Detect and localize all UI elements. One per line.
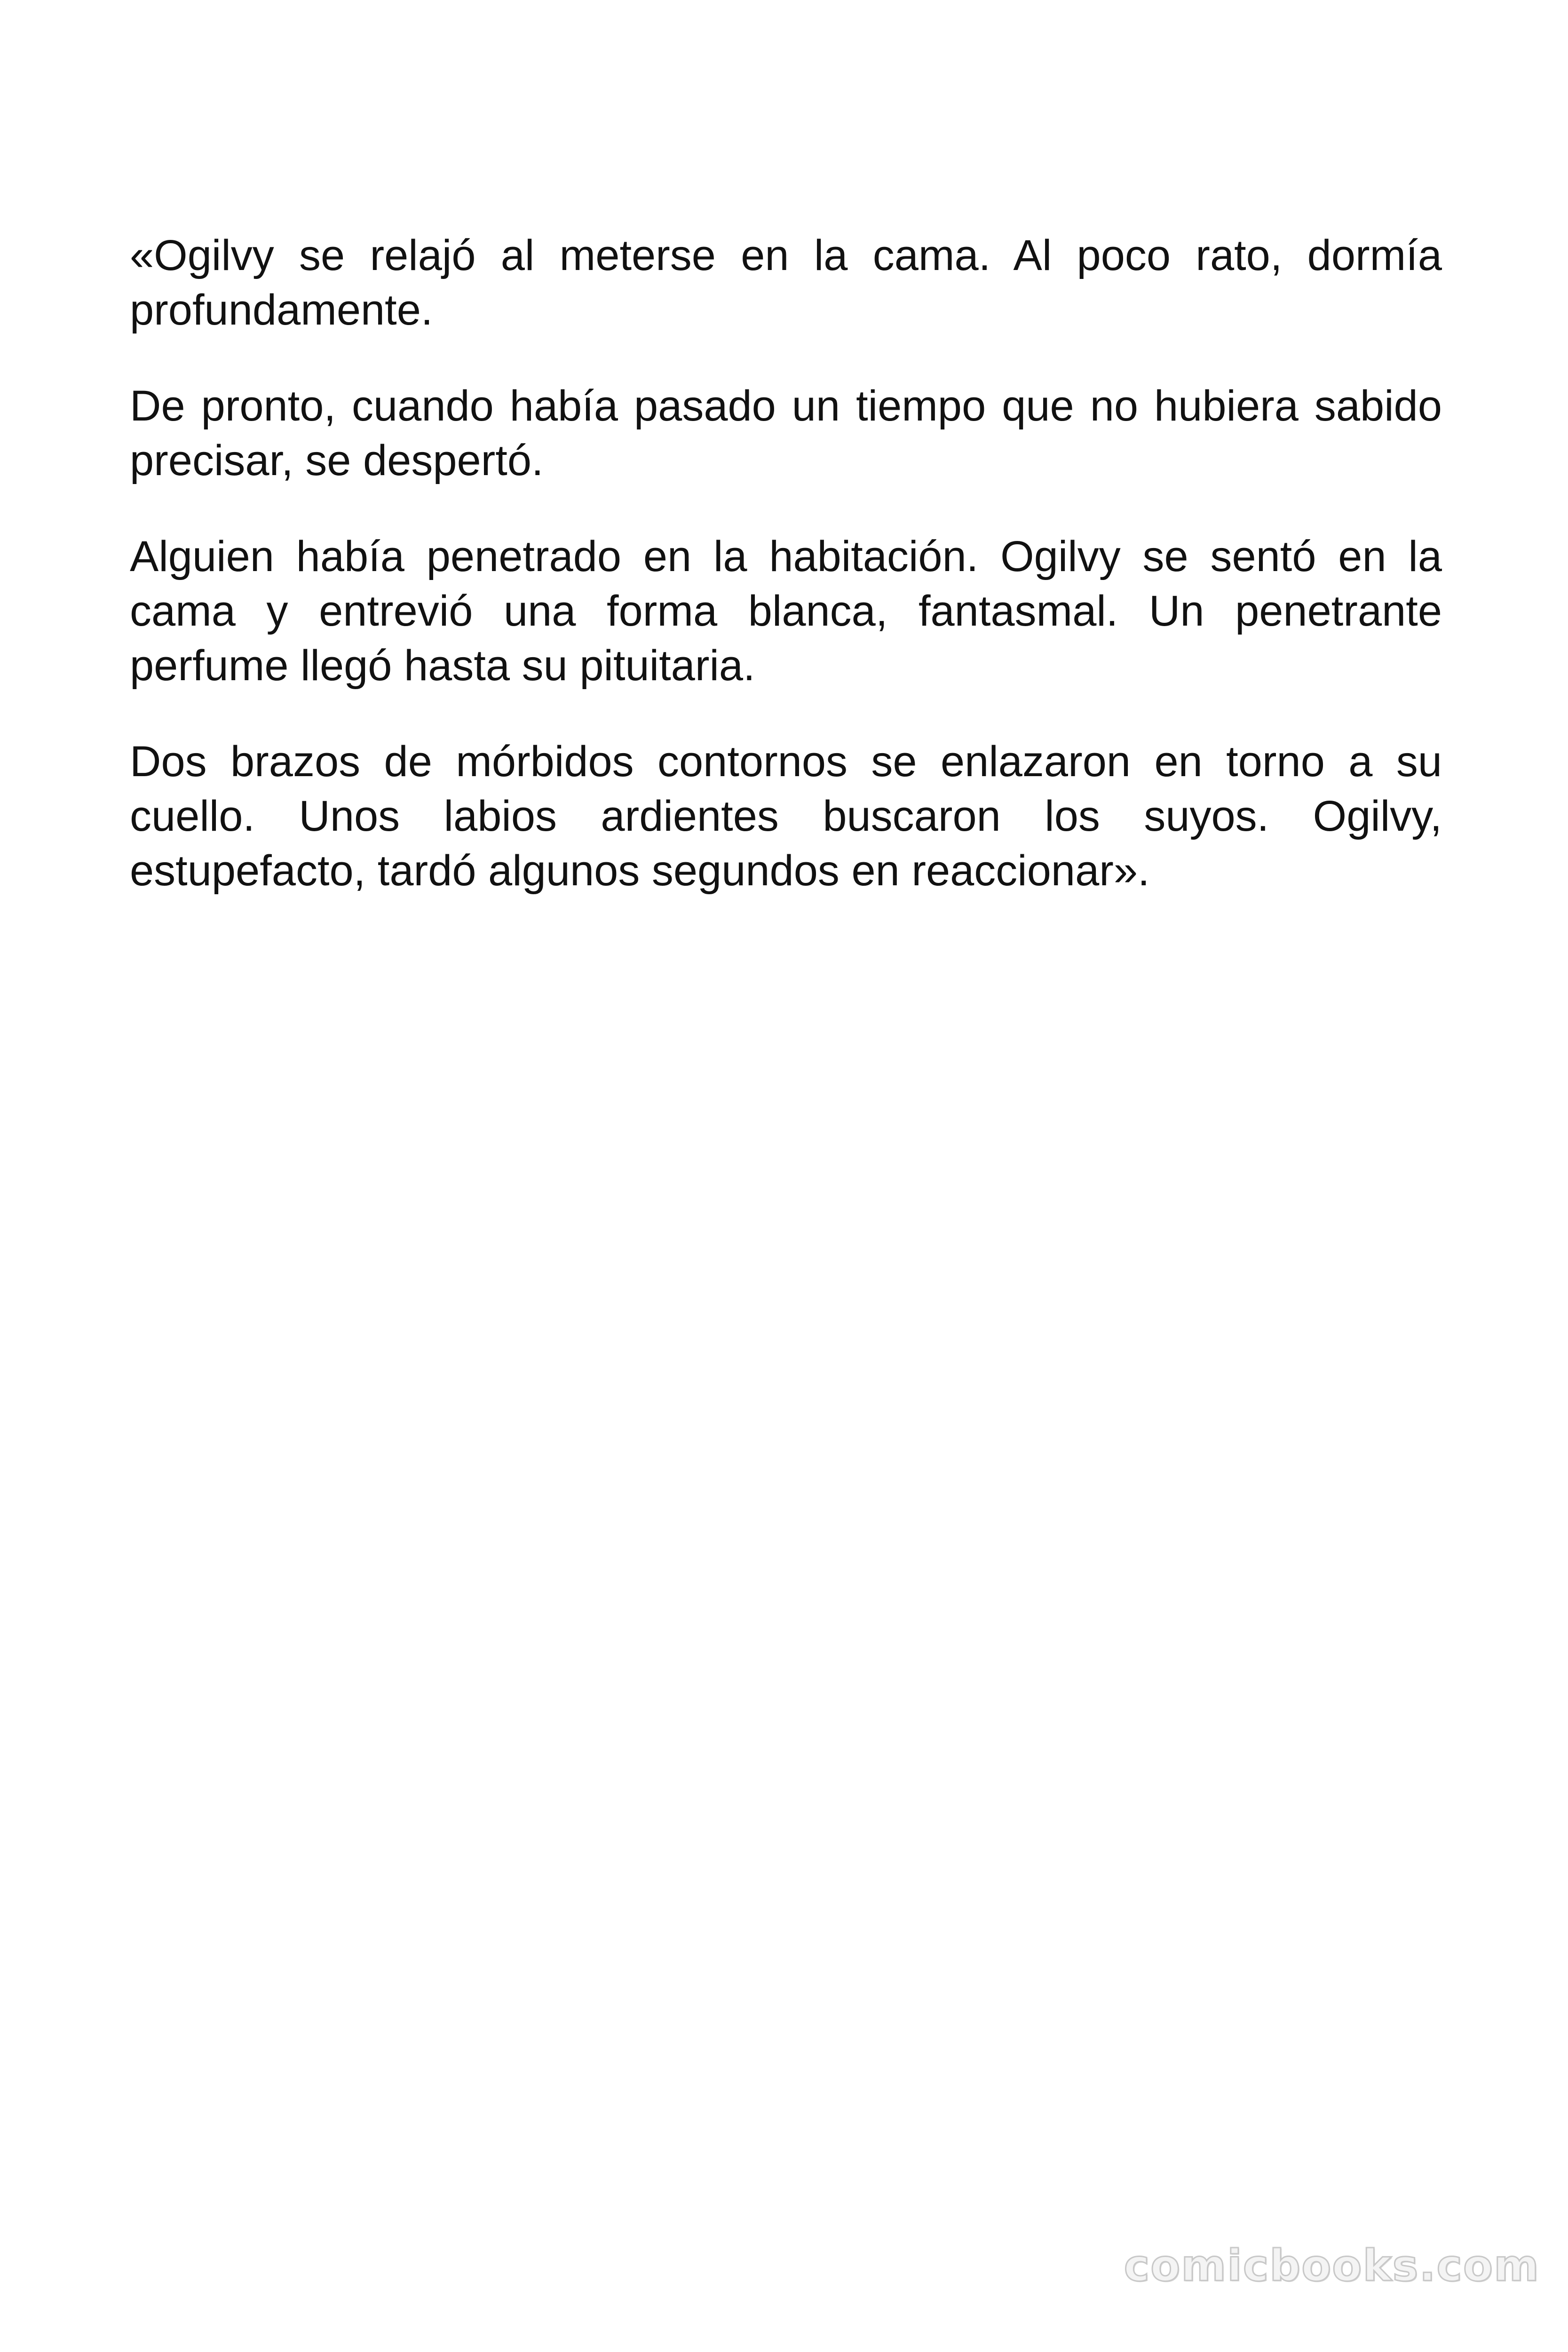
paragraph-4: Dos brazos de mórbidos contornos se enlazaron en torno a su cuello. Unos labios ardientes buscaron los suyos. Ogilvy, estupefacto, tardó algunos segundos en reaccionar». [130, 738, 1442, 895]
paragraph-3: Alguien había penetrado en la habitación. Ogilvy se sentó en la cama y entrevió una forma blanca, fantasmal. Un penetrante perfume llegó hasta su pituitaria. [130, 532, 1442, 690]
paragraph-1: «Ogilvy se relajó al meterse en la cama. Al poco rato, dormía profundamente. [130, 231, 1442, 334]
body-text [130, 228, 1442, 939]
paragraph-2: De pronto, cuando había pasado un tiempo que no hubiera sabido precisar, se despertó. [130, 382, 1442, 485]
watermark-logo: comicbooks.com [1124, 2241, 1540, 2291]
